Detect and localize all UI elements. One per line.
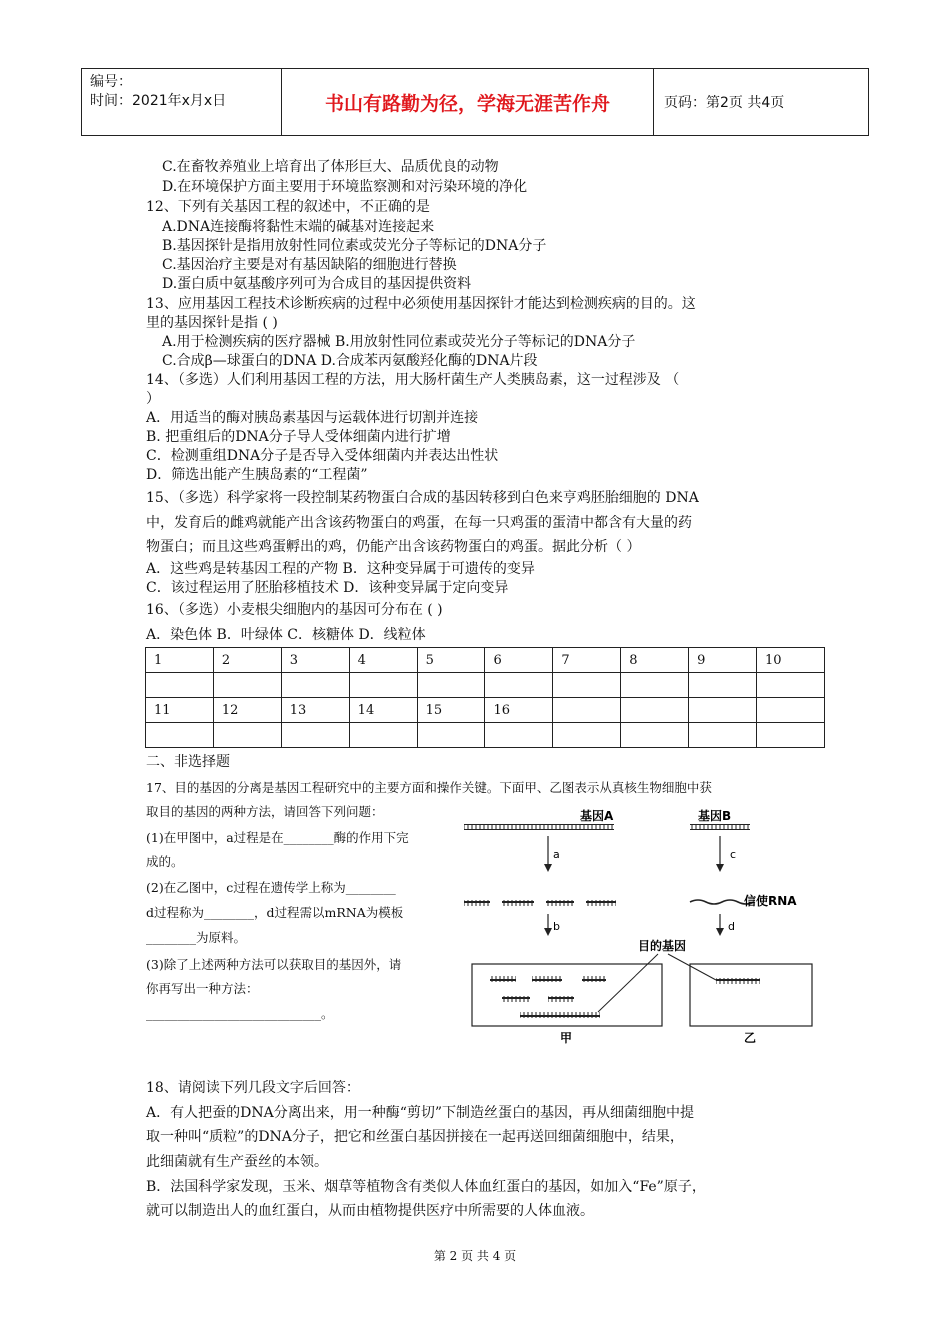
answer-number-cell: 4 xyxy=(349,648,417,673)
q13-options-cd: C.合成β—球蛋白的DNA D.合成苯丙氨酸羟化酶的DNA片段 xyxy=(162,353,538,369)
q17-part2-cont: d过程称为________，d过程需以mRNA为模板 xyxy=(146,905,404,920)
answer-number-cell xyxy=(621,698,689,723)
answer-number-cell xyxy=(689,698,757,723)
answer-number-cell: 12 xyxy=(213,698,281,723)
pointer-line-jia xyxy=(598,954,658,1012)
answer-blank-cell[interactable] xyxy=(213,723,281,748)
q18-paragraph-b-cont: 就可以制造出人的血红蛋白，从而由植物提供医疗中所需要的人体血液。 xyxy=(146,1203,594,1219)
answer-blank-cell[interactable] xyxy=(213,673,281,698)
section-2-title: 二、非选择题 xyxy=(146,754,230,770)
answer-number-row xyxy=(146,648,825,673)
step-a-label: a xyxy=(553,848,560,861)
step-b-label: b xyxy=(553,920,560,933)
answer-blank-cell[interactable] xyxy=(621,673,689,698)
plasmid-fragment xyxy=(490,976,516,982)
pointer-line-yi xyxy=(668,954,716,980)
q18-paragraph-b: B．法国科学家发现，玉米、烟草等植物含有类似人体血红蛋白的基因，如加入“Fe”原子， xyxy=(146,1179,706,1195)
answer-blank-cell[interactable] xyxy=(146,723,214,748)
answer-blank-cell[interactable] xyxy=(146,673,214,698)
option-c: C.在畜牧养殖业上培育出了体形巨大、品质优良的动物 xyxy=(162,159,499,175)
answer-blank-cell[interactable] xyxy=(485,673,553,698)
target-gene-jia xyxy=(520,1012,600,1018)
answer-number-cell: 7 xyxy=(553,648,621,673)
q18-paragraph-a-cont2: 此细菌就有生产蚕丝的本领。 xyxy=(146,1154,328,1170)
plasmid-fragment xyxy=(582,976,606,982)
dna-fragment xyxy=(546,900,574,906)
page-footer: 第 2 页 共 4 页 xyxy=(433,1249,517,1263)
q17-part2: (2)在乙图中，c过程在遗传学上称为________ xyxy=(146,880,396,895)
answer-number-cell: 15 xyxy=(417,698,485,723)
question-12: 12、下列有关基因工程的叙述中，不正确的是 xyxy=(146,199,430,215)
answer-blank-cell[interactable] xyxy=(349,673,417,698)
figure-yi-label: 乙 xyxy=(744,1031,757,1045)
page-header xyxy=(81,68,869,136)
q17-part3: (3)除了上述两种方法可以获取目的基因外，请 xyxy=(146,957,402,972)
answer-number-cell: 10 xyxy=(757,648,825,673)
q17-part1: (1)在甲图中，a过程是在________酶的作用下完 xyxy=(146,830,409,845)
q13-options-ab: A.用于检测疾病的医疗器械 B.用放射性同位素或荧光分子等标记的DNA分子 xyxy=(162,334,636,350)
cell-yi xyxy=(690,964,812,1026)
answer-blank-cell[interactable] xyxy=(689,723,757,748)
answer-number-cell: 11 xyxy=(146,698,214,723)
q14-option-a: A．用适当的酶对胰岛素基因与运载体进行切割并连接 xyxy=(146,410,479,426)
answer-number-row xyxy=(146,698,825,723)
q12-option-a: A.DNA连接酶将黏性末端的碱基对连接起来 xyxy=(162,219,435,235)
arrow-a-head xyxy=(544,864,552,872)
answer-number-cell: 9 xyxy=(689,648,757,673)
question-13: 13、应用基因工程技术诊断疾病的过程中必须使用基因探针才能达到检测疾病的目的。这 xyxy=(146,296,696,312)
answer-number-cell: 14 xyxy=(349,698,417,723)
page-label: 页码：第2页 共4页 xyxy=(664,95,785,111)
dna-fragment xyxy=(586,900,616,906)
q12-option-c: C.基因治疗主要是对有基因缺陷的细胞进行替换 xyxy=(162,257,457,273)
q17-part3-blank: ____________________________。 xyxy=(146,1006,334,1021)
answer-number-cell: 1 xyxy=(146,648,214,673)
q14-option-b: B. 把重组后的DNA分子导人受体细菌内进行扩增 xyxy=(146,429,451,445)
q18-paragraph-a-cont: 取一种叫“质粒”的DNA分子，把它和丝蛋白基因拼接在一起再送回细菌细胞中，结果， xyxy=(146,1129,684,1145)
q12-option-b: B.基因探针是指用放射性同位素或荧光分子等标记的DNA分子 xyxy=(162,238,547,254)
dna-fragment xyxy=(502,900,534,906)
motto: 书山有路勤为径，学海无涯苦作舟 xyxy=(282,69,654,135)
time-label: 时间：2021年x月x日 xyxy=(90,93,227,109)
target-gene-label: 目的基因 xyxy=(638,939,687,953)
figure-jia-label: 甲 xyxy=(560,1031,573,1045)
q12-option-d: D.蛋白质中氨基酸序列可为合成目的基因提供资料 xyxy=(162,276,472,292)
answer-blank-cell[interactable] xyxy=(349,723,417,748)
answer-blank-cell[interactable] xyxy=(553,673,621,698)
header-meta xyxy=(82,69,282,135)
answer-number-cell: 3 xyxy=(281,648,349,673)
arrow-d-head xyxy=(716,928,724,936)
dna-fragment xyxy=(464,900,490,906)
q15-options-ab: A．这些鸡是转基因工程的产物 B．这种变异属于可遗传的变异 xyxy=(146,561,535,577)
step-c-label: c xyxy=(730,848,737,861)
answer-blank-cell[interactable] xyxy=(689,673,757,698)
gene-a-label: 基因A xyxy=(580,809,614,823)
q14-option-d: D．筛选出能产生胰岛素的“工程菌” xyxy=(146,467,368,483)
q14-option-c: C．检测重组DNA分子是否导入受体细菌内并表达出性状 xyxy=(146,448,499,464)
question-16: 16、（多选）小麦根尖细胞内的基因可分布在 ( ) xyxy=(146,602,443,618)
answer-number-cell: 5 xyxy=(417,648,485,673)
arrow-b-head xyxy=(544,928,552,936)
q15-options-cd: C．该过程运用了胚胎移植技术 D．该种变异属于定向变异 xyxy=(146,580,509,596)
mrna-label: 信使RNA xyxy=(744,894,797,908)
q17-part1-cont: 成的。 xyxy=(146,854,184,869)
question-18: 18、请阅读下列几段文字后回答： xyxy=(146,1080,360,1096)
option-d: D.在环境保护方面主要用于环境监察测和对污染环境的净化 xyxy=(162,179,528,195)
answer-number-cell: 16 xyxy=(485,698,553,723)
answer-blank-cell[interactable] xyxy=(757,673,825,698)
answer-blank-cell[interactable] xyxy=(417,673,485,698)
question-15-cont2: 物蛋白；而且这些鸡蛋孵出的鸡，仍能产出含该药物蛋白的鸡蛋。据此分析（ ） xyxy=(146,539,641,555)
step-d-label: d xyxy=(728,920,735,933)
dna-strand-a xyxy=(464,824,614,830)
arrow-c-head xyxy=(716,864,724,872)
target-gene-yi xyxy=(716,978,760,984)
answer-number-cell: 6 xyxy=(485,648,553,673)
answer-number-cell xyxy=(553,698,621,723)
plasmid-fragment xyxy=(548,996,574,1002)
q18-paragraph-a: A．有人把蚕的DNA分离出来，用一种酶“剪切”下制造丝蛋白的基因，再从细菌细胞中提 xyxy=(146,1105,695,1121)
question-13-cont: 里的基因探针是指 ( ) xyxy=(146,315,278,331)
answer-table xyxy=(145,647,825,748)
question-15-cont: 中，发育后的雌鸡就能产出含该药物蛋白的鸡蛋，在每一只鸡蛋的蛋清中都含有大量的药 xyxy=(146,515,692,531)
answer-number-cell: 2 xyxy=(213,648,281,673)
q17-part2-cont2: ________为原料。 xyxy=(146,930,247,945)
answer-blank-cell[interactable] xyxy=(485,723,553,748)
q17-part3-cont: 你再写出一种方法： xyxy=(146,981,259,996)
answer-blank-cell[interactable] xyxy=(621,723,689,748)
gene-isolation-diagram xyxy=(462,806,822,1046)
dna-strand-b xyxy=(690,824,750,830)
answer-number-cell xyxy=(757,698,825,723)
question-14: 14、（多选）人们利用基因工程的方法，用大肠杆菌生产人类胰岛素，这一过程涉及 （ xyxy=(146,372,680,388)
q16-options: A．染色体 B．叶绿体 C．核糖体 D．线粒体 xyxy=(146,627,426,643)
answer-number-cell: 13 xyxy=(281,698,349,723)
question-17: 17、目的基因的分离是基因工程研究中的主要方面和操作关键。下面甲、乙图表示从真核生物细胞中获 xyxy=(146,780,712,795)
question-17-cont: 取目的基因的两种方法，请回答下列问题： xyxy=(146,804,384,819)
answer-number-cell: 8 xyxy=(621,648,689,673)
gene-b-label: 基因B xyxy=(698,809,732,823)
question-14-cont: ） xyxy=(146,391,160,407)
answer-blank-row xyxy=(146,723,825,748)
answer-blank-row xyxy=(146,673,825,698)
plasmid-fragment xyxy=(502,996,530,1002)
question-15: 15、（多选）科学家将一段控制某药物蛋白合成的基因转移到白色来亨鸡胚胎细胞的 DNA xyxy=(146,490,699,506)
answer-blank-cell[interactable] xyxy=(757,723,825,748)
answer-blank-cell[interactable] xyxy=(281,723,349,748)
answer-blank-cell[interactable] xyxy=(417,723,485,748)
number-label: 编号： xyxy=(90,74,132,90)
answer-blank-cell[interactable] xyxy=(553,723,621,748)
plasmid-fragment xyxy=(532,976,562,982)
answer-blank-cell[interactable] xyxy=(281,673,349,698)
